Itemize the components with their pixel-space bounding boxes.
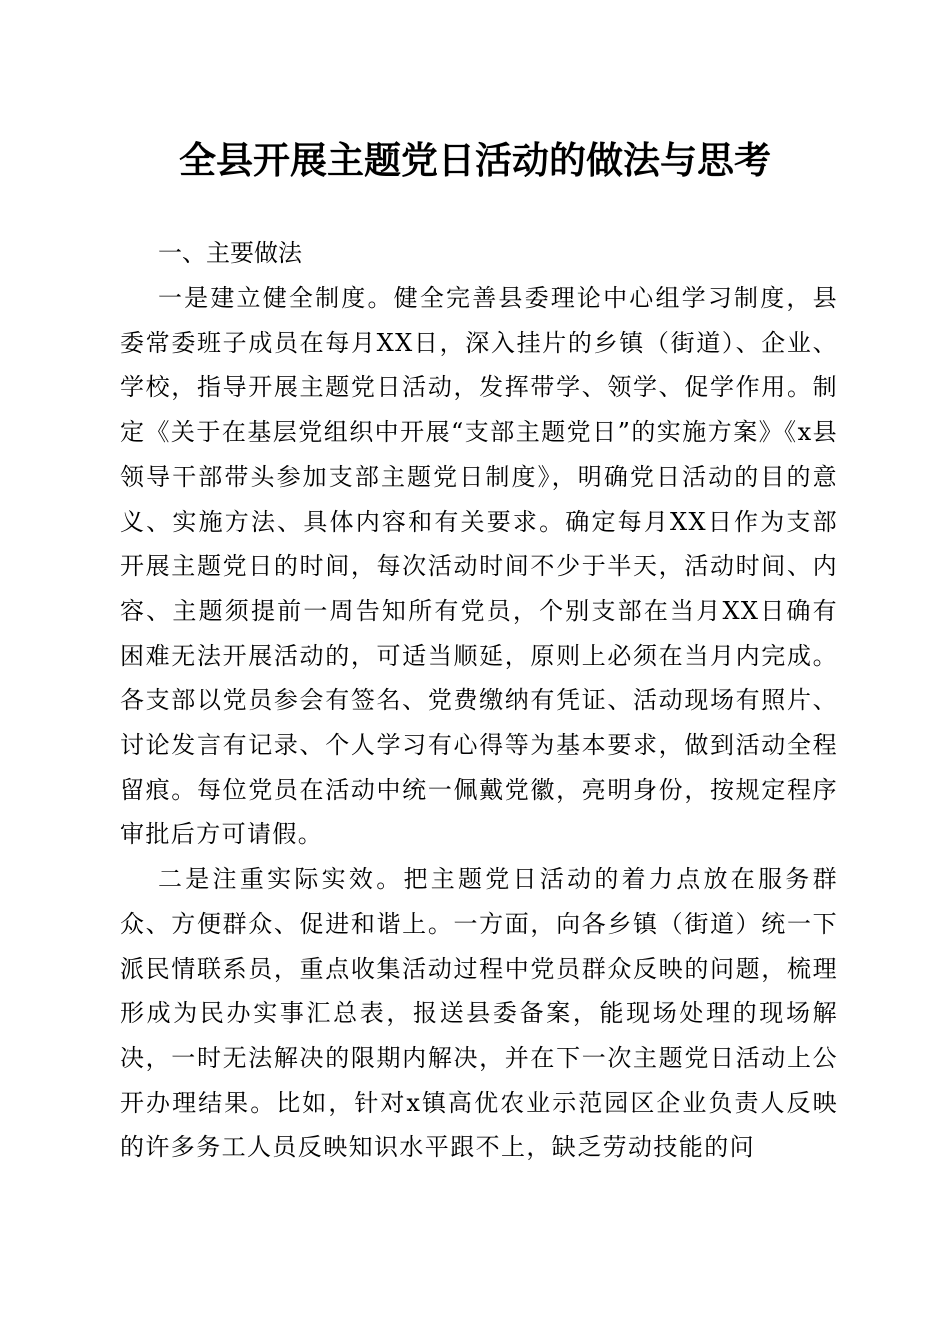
paragraph-2 <box>120 857 838 1170</box>
section-heading: 一、主要做法 <box>158 239 302 267</box>
document-body <box>120 276 838 1170</box>
paragraph-1 <box>120 276 838 857</box>
paragraph-2-lead: 二是注重实际实效。 <box>158 865 404 894</box>
paragraph-2-text: 把主题党日活动的着力点放在服务群众、方便群众、促进和谐上。一方面，向各乡镇（街道）统一下派民情联系员，重点收集活动过程中党员群众反映的问题，梳理形成为民办实事汇总表，报送县委备案，能现场处理的现场解决，一时无法解决的限期内解决，并在下一次主题党日活动上公开办理结果。比如，针对x镇高优农业示范园区企业负责人反映的许多务工人员反映知识水平跟不上，缺乏劳动技能的问 <box>120 865 838 1162</box>
paragraph-1-text: 健全完善县委理论中心组学习制度，县委常委班子成员在每月XX日，深入挂片的乡镇（街道）、企业、学校，指导开展主题党日活动，发挥带学、领学、促学作用。制定《关于在基层党组织中开展“支部主题党日”的实施方案》《x县领导干部带头参加支部主题党日制度》，明确党日活动的目的意义、实施方法、具体内容和有关要求。确定每月XX日作为支部开展主题党日的时间，每次活动时间不少于半天，活动时间、内容、主题须提前一周告知所有党员，个别支部在当月XX日确有困难无法开展活动的，可适当顺延，原则上必须在当月内完成。各支部以党员参会有签名、党费缴纳有凭证、活动现场有照片、讨论发言有记录、个人学习有心得等为基本要求，做到活动全程留痕。每位党员在活动中统一佩戴党徽，亮明身份，按规定程序审批后方可请假。 <box>120 284 838 849</box>
document-title: 全县开展主题党日活动的做法与思考 <box>179 138 771 182</box>
paragraph-1-lead: 一是建立健全制度。 <box>158 284 394 312</box>
